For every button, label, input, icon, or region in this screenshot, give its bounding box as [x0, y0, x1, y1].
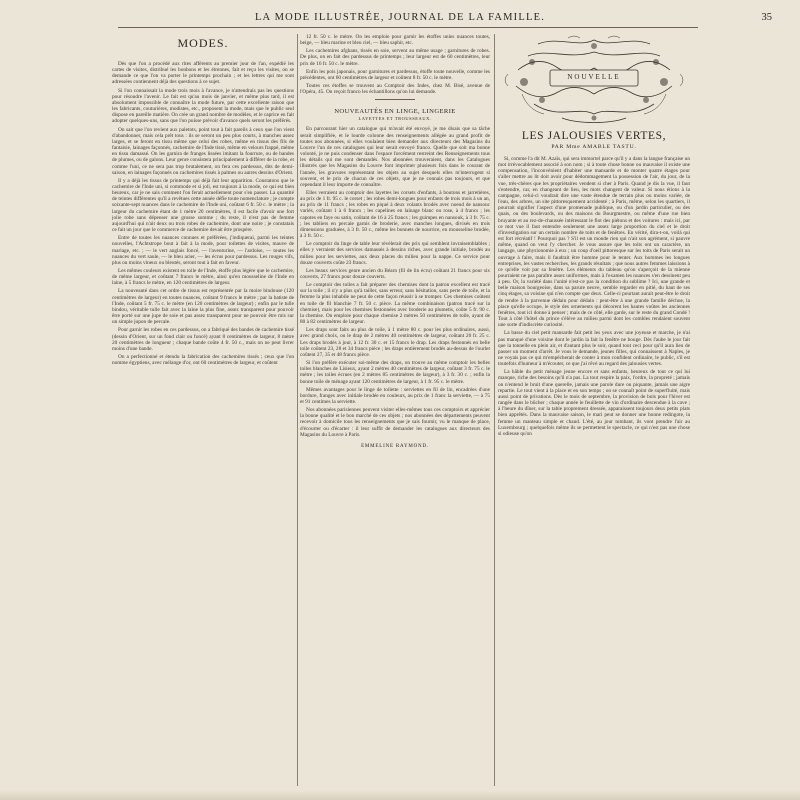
article-paragraph: La nouveauté dans cet ordre de tissus est représentée par la moire bindouse (120 centimètres de largeur) en toutes nuances, coûtant 9 francs le mètre ; par la batiste de l'Inde, coûtant 5 fr. 75 c. le mètre (en 120 centimètres de largeur) ; enfin par le tulle bindou, véritable tulle fait avec la laine la plus fine, assez transparent pour pouvoir être porté sur une jupe de soie et pas assez transparent pour ne pouvoir être mis sur un simple jupon de percale.: [112, 288, 294, 326]
page-bottom-edge: [0, 790, 800, 800]
page-number: 35: [761, 12, 772, 23]
modes-article: [112, 61, 294, 366]
section-title-nouveautes: NOUVEAUTÉS EN LINGE, LINGERIE: [334, 108, 456, 116]
running-title: LA MODE ILLUSTRÉE, JOURNAL DE LA FAMILLE.: [254, 12, 546, 23]
column-nouvelle: [498, 34, 690, 786]
article-paragraph: Les beaux services genre ancien du Béarn (fil de lin écru) coûtant 21 francs pour six couverts, 27 francs pour douze couverts.: [300, 267, 490, 280]
article-paragraph: Toutes ces étoffes se trouvent au Comptoir des Indes, chez M. Bisé, avenue de l'Opéra, 45. On reçoit franco les échantillons qu'on lui demande.: [300, 83, 490, 96]
article-paragraph: Pour garnir les robes en ces pardessus, on a fabriqué des bandes de cachemire tissé (dessin d'Orient, sur un fond clair ou foncé) ayant 8 centimètres de largeur, 8 mètre 20 centimètres de longueur ; chaque bande coûte 4 fr. 50 c., mais on ne peut livrer moins d'une bande.: [112, 327, 294, 352]
article-paragraph: 12 fr. 50 c. le mètre. On les emploie pour garnir les étoffes unies nuances toutes, beige, — bleu marine et bleu ciel, — bleu saphir, etc.: [300, 34, 490, 47]
article-paragraph: Nos abonnées parisiennes peuvent visiter elles-mêmes tous ces comptoirs et apprécier la bonne qualité et le bon marché de ces objets ; nos abonnées des départements peuvent recevoir à domicile tous les renseignements que je sais fournir, vu le manque de place, d'écourter ou d'écarter : il leur suffit de demander les catalogues aux directeurs des Magasins du Louvre à Paris.: [300, 407, 490, 438]
nouvelle-ornament: [498, 34, 690, 124]
article-paragraph: Le comptoir des toiles a fait préparer des chemises dont la patron excellent est tracé sur la toile ; il n'y a plus qu'à tailler, sans erreur, sans hésitation, sans perte de toile, et la femme la plus inhabile ne peut de cette façon réussir à se tromper. Ces chemises coûtent en toile de fil blanchie 7 fr. 50 c. pièce. La même combinaison (patron tracé sur la chemise), mais pour les chemises festonnées avec broderie au plumetis, coûte 5 fr. 90 c. la chemise. On emploie pour chaque chemise 2 mètres 50 centimètres de toile, ayant de 80 à 82 centimètres de largeur.: [300, 282, 490, 326]
article-paragraph: Les draps sont faits au plus de toile, à 1 mètre 80 c. pour les plus ordinaires, aussi, avec grand choix, ou le drap de 2 mètres 40 centimètres de largeur, coûtant 20 fr. 25 c. Les draps brodés à jour, à 12 fr. 30 c. et 15 francs le drap. Les draps festonnés en belle toile coûtent 23, 28 et 34 francs pièce ; les draps entièrement brodés au-dessus de l'ourlet coûtent 27, 35 et 48 francs pièce.: [300, 327, 490, 358]
article-paragraph: Dès que l'on a procédé aux rites afférents au premier jour de l'an, expédié les cartes de visites, distribué les bonbons et les étrennes, fait et reçu les visites, on se demande ce que l'on va porter le printemps prochain ; et les lettres qui me sont adressées contiennent déjà des questions à ce sujet.: [112, 61, 294, 86]
article-paragraph: Si, comme l'a dit M. Azaïs, qui sera immortel parce qu'il y a dans la langue française un mot irrévocablement associé à son nom ; si à toute chose bonne ou mauvaise il existe une compensation, l'inconvénient d'habiter une mansarde et de monter quatre étages pour s'aller mettre au lit doit avoir pour dédommagement la possession de l'air, du jour, de la vue, très-chères que les propriétaires vendent si cher à Paris. Quand je dis la vue, il faut s'entendre, car, en changeant de lieu, les mots changent de valeur. Si nous étions à la campagne, celui-ci voudrait dire une vaste étendue de terrain plus ou moins variée, de l'eau, des arbres, un site pittoresquement accidenté ; à Paris, même, selon les quartiers, il pourrait signifier l'aspect d'une promenade publique, ou d'un jardin particulier, ou des quais, ou des boulevards, ou des maisons du Bourgmestre, ou même d'une rue bien bruyante et au rez-de-chaussée intéressant le flot des piétons et des voitures : mais ici, par ce mot vue il faut entendre seulement une assez large proportion du ciel et le droit d'investigation sur un certain nombre de toits et de fenêtres. En vérité, dira-t-on, voilà qui est fort récréatif ! Pourquoi pas ? S'il est un monde rien qui n'ait son agrément, si pauvre même, quand on veut l'y chercher. Je vous assure que les toits ont un caractère, un langage, une physionomie à eux ; un coup d'oeil pittoresque sur les toits de Paris serait un ouvrage à faire, mais il faudrait être homme pour le tenter. Aux hommes les longues entreprises, les vastes recherches, les grands résultats ; que nous autres femmes laissions à ce qu'elle voit par sa fenêtre. Les éléments du tableau qu'on s'aperçoit de la mienne pourraient ne pas paraître assez uniformes, mais à l'examen les nuances s'en dessinent peu à peu. Or, la variété dans l'unité n'est-ce pas la condition du sublime ? Ici, une grande et belle maison bourgeoise, dans sa parure neuve, semble regarder en pitié, du haut de ses cinq étages, sa voisine qui n'en compte que deux. Celle-ci pourtant aurait peut-être le droit de rendre à la parvenue dédain pour dédain : peut-être à une grande famille déchue, la place qu'elle occupe, le style des ornements qui décorent les hautes voûtes les anciennes fenêtres, tout ici donne à penser ; mais de ce côté, elle garde, sur le reste du grand Condé ! Tout à côté l'hôtel du prince s'élève au milieu parmi dont les combles rendaient souvent une sorte d'indiscrète curiosité.: [498, 156, 690, 329]
column-modes: [112, 34, 294, 786]
column-divider: [297, 34, 298, 786]
story-author: PAR Mme AMABLE TASTU.: [551, 144, 637, 150]
article-paragraph: Elles verraient au comptoir des layettes les corsets d'enfants, à boutons et jarretières, au prix de 1 fr. 95 c. le corset ; les robes demi-longues pour enfants de trois mois à un an, au prix de 11 francs ; les robes en piqué à deux volants brodés avec noeud de nansouc variés, coûtant 1 à 6 francs ; les capelines en lainage blanc ou rose, à 4 francs ; les capotes en faye ou satin, coûtant de 16 à 25 francs ; les guimpes en nansouk, à 3 fr. 75 c. ; les tabliers en percale garnis de broderie, avec manches longues, divisés en trois dimensions graduées, à 3 fr. 50 c., même les bonnets de nourrice, en mousseline brodée, à 3 fr. 50 c.: [300, 189, 490, 240]
article-paragraph: Mêmes avantages pour le linge de toilette : serviettes en fil de lin, encadrées d'une bordure, franges avec initiale brodée en couleurs, au prix de 1 franc la serviette, — à 75 et 91 centimes la serviette.: [300, 386, 490, 405]
section-subtitle-layettes: LAYETTES ET TROUSSEAUX.: [358, 116, 432, 122]
section-title-modes: MODES.: [177, 36, 229, 50]
article-paragraph: En parcourant hier un catalogue qui m'avait été envoyé, je me disais que sa tâche serait simplifiée, et le lourde colonne des renseignements allégée au grand profit de toutes nos abonnées, si elles voulaient bien demander aux directeurs des Magasins du Louvre l'un de ces catalogues qui leur serait envoyé franco. Quelle que soit ma bonne volonté, je ne puis condenser dans l'espace forcément restreint des Renseignements tous les détails qui me sont demandés. Nos abonnées trouveraient, dans les Catalogues illustrés que les Magasins du Louvre font imprimer plusieurs fois dans le courant de l'année, les gravures représentant les objets au sujet desquels elles m'interrogent si souvent, et le prix de chacun de ces objets, que je ne connais pas toujours, et que cependant il leur importe de connaître.: [300, 126, 490, 188]
header-rule: [118, 27, 698, 28]
article-paragraph: Si l'on préfère exécuter soi-même des draps, on trouve au même comptoir les belles toiles blanches de Lisieux, ayant 2 mètres 40 centimètres de largeur, coûtant 3 fr. 75 c. le mètre ; les toiles écrues (en 2 mètres 85 centimètres de largeur), à 3 fr. 30 c. ; enfin la bonne toile de ménage ayant 120 centimètres de largeur, à 1 fr. 95 c. le mètre.: [300, 360, 490, 385]
article-paragraph: Le comptoir du linge de table leur révélerait des prix qui semblent invraisemblables ; elles y verraient des services damassés à dessins riches, avec grande initiale, brodés au milieu pour les serviettes, aux deux places du milieu pour la nappe. Ce service pour douze couverts coûte 23 francs.: [300, 241, 490, 266]
article-paragraph: Il y a déjà les tissus de printemps qui déjà fait leur apparition. Constatons que le cachemire de l'Inde uni, si commode et si joli, est toujours à la mode, ce qui est bien heureux, car je ne sais comment l'on ferait actuellement pour s'en passer. La quantité de teintes différentes qu'il a revêtues cette année défie toute nomenclature ; je compte soixante-sept nuances dans le cachemire de l'Inde uni, coûtant 6 fr. 50 c. le mètre ; la largeur du cachemire étant de 1 mètre 20 centimètres, il est facile d'avoir une fort jolie robe sans dépenser une grosse somme ; du reste, il n'est pas de femme aujourd'hui qui n'ait deux ou trois robes de cachemire, dont une noire ; je constatais ce fait un jour que le commerce de cachemire devait être prospère.: [112, 177, 294, 234]
story-title: LES JALOUSIES VERTES,: [521, 130, 667, 142]
article-paragraph: Entre de toutes les nuances connues et préférées, j'indiquerai, parmi les teintes nouvelles, l'Achtstrope bout à fait à la mode, pour toilettes de visites, mauve de mariage, etc. ; — le vert anglais foncé, — l'aventurine, — l'ardoise, — toutes les nuances du vert saule, — le bleu acier, — les écrus pour pardessus. Les rouges vifs, plus ou moins vineux ou bleutés, seront tout à fait en faveur.: [112, 235, 294, 266]
author-signature: EMMELINE RAYMOND.: [361, 443, 429, 449]
article-paragraph: On sait que l'on revient aux paletots, point tout à fait pareils à ceux que l'on vient d'abandonner, mais cela prêt tous : ils se seront un peu plus courts, à manches assez larges, et se feront en tissu même que celui des robes, même en tissus des fils de fantaisie, lainages façonnés, cachemire de l'Inde tissé, même en velours frappé, même en tissu damassé. On les garnira de franges lissées imitant la fourrure, ou de bandes de plumes, ou de galons. Leur genre consistera principalement à différer de la robe, et comme l'uni, ce ne sera pas trop brutalement, on fera ces pardessus, dits de demi-saison, en lainages façonnés ou cachemires tissés à palmes ou autres dessins d'Orient.: [112, 126, 294, 176]
section-divider: [375, 99, 415, 100]
story-text: [498, 156, 690, 437]
article-paragraph: La hâble du petit ménage jeune encore et sans enfants, heureux de tout ce qui lui manque, riche des besoins qu'il n'a pas. La tout respire la paix, l'ordre, la propreté ; jamais on n'entend le bruit d'une querelle, jamais une parole dure ou piquante, jamais une aigre repartie. Le tout vient à la place et en son temps ; on se connaît point de superfluité, mais aussi point de privations. Dès le mois de septembre, la provision de bois pour l'hiver est rangée dans le bûcher ; chaque année le feuillette de vin d'ordinaire descendue à la cave ; à l'heure du dîner, sur la table proprement dressée, apparaissent toujours deux petits plats bien apprêtés. Dans la mauvaise saison, le mari peut se donner une bonne redingote, la femme un manteau simple et chaud. L'été, au jour tombant, ils vont prendre l'air au Luxembourg ; quelquefois même ils se permettent le spectacle, ce qui n'est pas une chose si odieuse qu'on: [498, 369, 690, 437]
nouvelle-label: NOUVELLE: [567, 73, 621, 81]
column-linge: [300, 34, 490, 786]
article-paragraph: Les mêmes couleurs existent en toile de l'Inde, étoffe plus légère que le cachemire, de même largeur, et coûtant 7 francs le mètre, ainsi qu'en mousseline de l'Inde en laine, à 5 francs le mètre, en 120 centimètres de largeur.: [112, 268, 294, 287]
linge-article: [300, 126, 490, 438]
modes-article-continued: [300, 34, 490, 95]
column-divider: [494, 34, 495, 786]
article-paragraph: Si l'on connaissait la mode trois mois à l'avance, je n'attendrais pas les questions pour résoudre l'avenir. Le fait est qu'au mois de janvier, et même plus tard, il est absolument impossible de connaître la mode future, par cette excellente raison que les fabricants, couturières, modistes, etc., proposent la mode, mais que le public seul dispose en pareille matière. On crée un grand nombre de modèles, et le caprice en fait adopter quelques-uns, sans que l'on puisse prévoir d'avance quels seront les préférés.: [112, 87, 294, 125]
article-paragraph: On a perfectionné et étendu la fabrication des cachemires tissés ; ceux que l'on nomme égyptiens, avec mélange d'or, ont 60 centimètres de largeur, et coûtent: [112, 354, 294, 367]
article-paragraph: Enfin les pois japonais, pour garnitures et pardessus, étoffe toute nouvelle, comme les précédentes, ont 60 centimètres de largeur et coûtent 8 fr. 50 c. le mètre.: [300, 68, 490, 81]
article-paragraph: La basse du ciel petit mansarde fait petit les yeux avec une joyeuse et marche, je n'ai pas manqué d'une voisine dont le jardin la fait la fenêtre ne bouge. Dès l'aube le jour fait que la tonnelle en plein air, et d'autant plus le soir, quand tout ceci pour qu'il aura lieu de passer un moment d'arrêt. Je vous le demande, jeunes filles, qui connaissent à Naples, je ne voyais pas ce qui m'empêcherait de conter à mon confident ordinaire, le public, s'il est toutefois d'humeur à m'écouter, ce que j'ai rêvé au regard des jalousies vertes.: [498, 330, 690, 368]
article-paragraph: Les cachemires afghans, tissés en soie, servent au même usage ; garnitures de robes. De plus, on en fait des pardessus de printemps ; leur largeur est de 60 centimètres, leur prix de 16 fr. 50 c. le mètre.: [300, 48, 490, 67]
